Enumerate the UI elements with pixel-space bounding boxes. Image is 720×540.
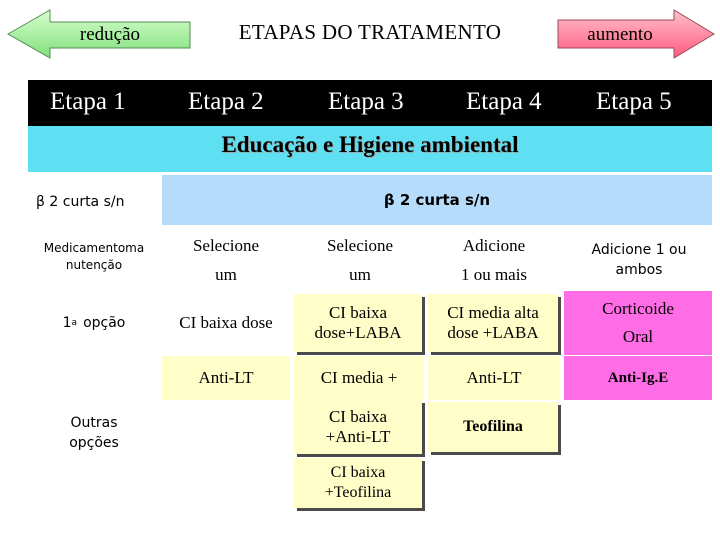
other-row2-etapa3-line2: +Anti-LT — [325, 427, 391, 446]
first-option-number: 1 — [62, 315, 72, 331]
maintenance-label-line2: nutenção — [65, 258, 123, 272]
maintenance-etapa4-line1: Adicione — [462, 236, 526, 255]
other-row3-etapa3 — [294, 458, 422, 508]
maintenance-etapa2 — [162, 231, 290, 289]
first-option-label — [28, 292, 160, 354]
first-option-etapa5 — [564, 291, 712, 355]
stage-2: Etapa 2 — [188, 88, 264, 115]
stage-4: Etapa 4 — [466, 88, 542, 115]
first-option-etapa3-line2: dose+LABA — [314, 323, 402, 342]
other-row2-etapa3 — [294, 400, 422, 454]
education-text: Educação e Higiene ambiental — [221, 132, 519, 157]
maintenance-label-line1: Medicamentoma — [43, 241, 145, 255]
other-row1-etapa2: Anti-LT — [162, 356, 290, 400]
maintenance-etapa2-line1: Selecione — [192, 236, 260, 255]
other-row3-etapa3-line1: CI baixa — [330, 464, 386, 481]
beta-left-cell: β 2 curta s/n — [28, 180, 160, 224]
reduction-label: redução — [79, 24, 141, 45]
first-option-word: opção — [83, 315, 126, 331]
other-row1-etapa4: Anti-LT — [428, 356, 560, 400]
maintenance-etapa4-line2: 1 ou mais — [460, 265, 528, 284]
other-options-label-line2: opções — [69, 435, 119, 451]
maintenance-etapa3 — [296, 231, 424, 289]
first-option-etapa4-line1: CI media alta — [447, 303, 539, 322]
maintenance-label — [28, 234, 160, 280]
other-options-label — [28, 356, 160, 510]
first-option-etapa5-line2: Oral — [622, 327, 654, 346]
other-row1-etapa3: CI media + — [294, 356, 424, 400]
increase-label: aumento — [587, 24, 653, 45]
first-option-etapa5-line1: Corticoide — [602, 299, 674, 318]
stage-5: Etapa 5 — [596, 88, 672, 115]
other-options-label-line1: Outras — [70, 415, 118, 431]
maintenance-etapa5 — [566, 236, 712, 284]
first-option-etapa3 — [294, 294, 422, 352]
maintenance-etapa5-line1: Adicione 1 ou — [591, 242, 687, 258]
first-option-etapa4 — [428, 294, 558, 352]
beta-right-cell: β 2 curta s/n — [162, 175, 712, 225]
maintenance-etapa2-line2: um — [215, 265, 237, 284]
first-option-superscript: a — [71, 318, 78, 328]
maintenance-etapa3-line2: um — [349, 265, 371, 284]
other-row3-etapa3-line2: +Teofilina — [324, 484, 392, 501]
first-option-etapa3-line1: CI baixa — [328, 303, 388, 322]
first-option-etapa4-line2: dose +LABA — [447, 323, 539, 342]
maintenance-etapa5-line2: ambos — [615, 262, 663, 278]
stage-3: Etapa 3 — [328, 88, 404, 115]
other-row1-etapa5: Anti-Ig.E — [564, 356, 712, 400]
stage-1: Etapa 1 — [50, 88, 126, 115]
maintenance-etapa3-line1: Selecione — [326, 236, 394, 255]
other-row2-etapa3-line1: CI baixa — [328, 407, 388, 426]
first-option-etapa2: CI baixa dose — [179, 313, 273, 332]
other-row2-etapa4: Teofilina — [428, 402, 558, 452]
treatment-steps-title: ETAPAS DO TRATAMENTO — [238, 20, 502, 44]
maintenance-etapa4 — [428, 231, 560, 289]
